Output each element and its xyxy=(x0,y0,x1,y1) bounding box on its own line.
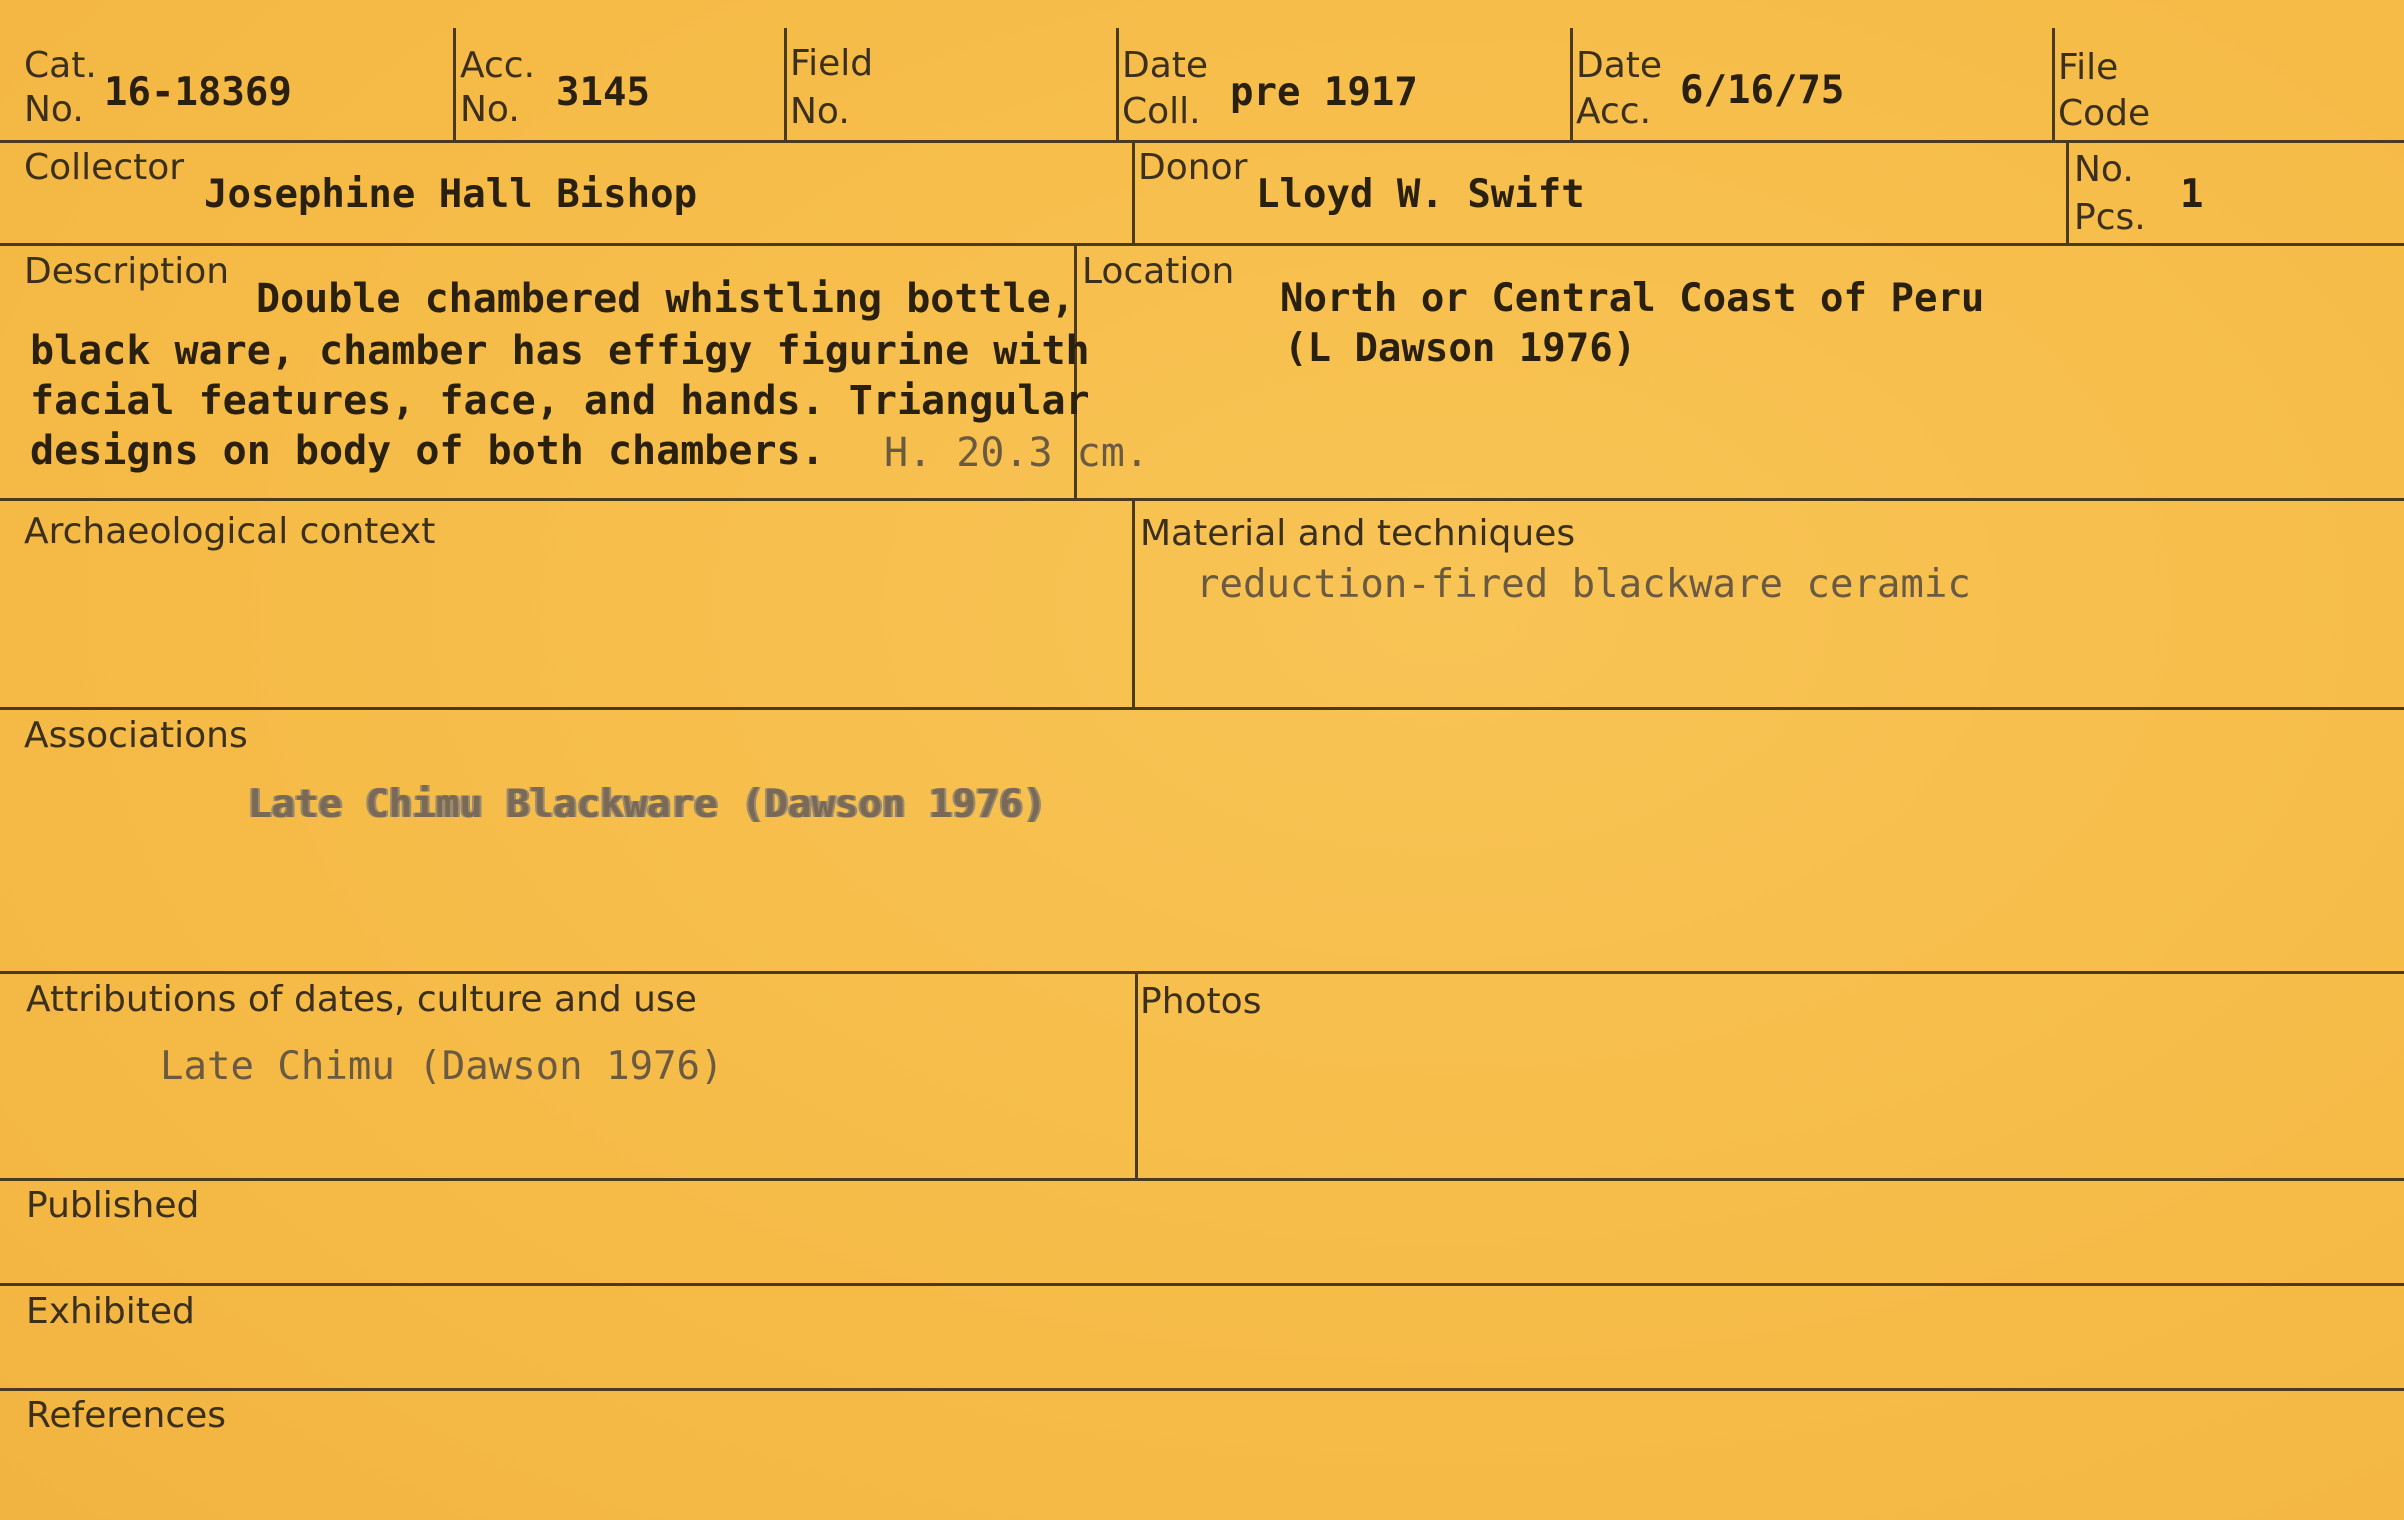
associations-value: Late Chimu Blackware (Dawson 1976) xyxy=(248,782,1047,827)
acc-no-label-bottom: No. xyxy=(460,89,520,130)
date-coll-label-top: Date xyxy=(1122,45,1209,86)
vrule-donor-pcs xyxy=(2066,140,2069,243)
rule-attributions-row xyxy=(0,1178,2404,1181)
location-label: Location xyxy=(1082,251,1235,292)
description-line-3: facial features, face, and hands. Triangular xyxy=(30,378,1090,424)
file-code-label-bottom: Code xyxy=(2058,93,2151,134)
material-value: reduction-fired blackware ceramic xyxy=(1196,562,1971,607)
date-coll-label-bottom: Coll. xyxy=(1122,91,1201,132)
vrule-context-material xyxy=(1132,498,1135,707)
description-line-4: designs on body of both chambers. xyxy=(30,428,825,474)
rule-exhibited-row xyxy=(0,1388,2404,1391)
rule-associations-row xyxy=(0,971,2404,974)
collector-label: Collector xyxy=(24,147,185,188)
vrule-cat-acc xyxy=(453,28,456,140)
date-acc-label-top: Date xyxy=(1576,45,1663,86)
photos-label: Photos xyxy=(1140,981,1262,1022)
date-acc-label-bottom: Acc. xyxy=(1576,91,1652,132)
rule-description-row xyxy=(0,498,2404,501)
associations-label: Associations xyxy=(24,715,248,756)
location-line-1: North or Central Coast of Peru xyxy=(1280,276,1985,321)
collector-value: Josephine Hall Bishop xyxy=(204,172,698,217)
rule-published-row xyxy=(0,1283,2404,1286)
field-no-label-bottom: No. xyxy=(790,91,850,132)
cat-no-label-bottom: No. xyxy=(24,89,84,130)
rule-context-row xyxy=(0,707,2404,710)
vrule-dateacc-file xyxy=(2052,28,2055,140)
vrule-datecoll-dateacc xyxy=(1570,28,1573,140)
vrule-field-datecoll xyxy=(1116,28,1119,140)
acc-no-value: 3145 xyxy=(556,70,650,115)
attributions-value: Late Chimu (Dawson 1976) xyxy=(160,1044,724,1089)
exhibited-label: Exhibited xyxy=(26,1291,195,1332)
donor-label: Donor xyxy=(1138,147,1248,188)
vrule-attrib-photos xyxy=(1135,971,1138,1178)
description-line-1: Double chambered whistling bottle, xyxy=(256,276,1075,322)
cat-no-label-top: Cat. xyxy=(24,45,97,86)
file-code-label-top: File xyxy=(2058,47,2119,88)
description-line-4-measure: H. 20.3 cm. xyxy=(884,430,1149,476)
location-line-2: (L Dawson 1976) xyxy=(1284,326,1637,371)
attributions-label: Attributions of dates, culture and use xyxy=(26,979,697,1020)
rule-top-row xyxy=(0,140,2404,143)
archaeological-context-label: Archaeological context xyxy=(24,511,436,552)
field-no-label-top: Field xyxy=(790,43,874,84)
rule-collector-row xyxy=(0,243,2404,246)
cat-no-value: 16-18369 xyxy=(104,70,292,115)
no-pcs-label-top: No. xyxy=(2074,149,2134,190)
vrule-acc-field xyxy=(784,28,787,140)
date-coll-value: pre 1917 xyxy=(1230,70,1418,115)
description-label: Description xyxy=(24,251,230,292)
date-acc-value: 6/16/75 xyxy=(1680,68,1845,113)
acc-no-label-top: Acc. xyxy=(460,45,536,86)
description-line-2: black ware, chamber has effigy figurine with xyxy=(30,328,1090,374)
published-label: Published xyxy=(26,1185,200,1226)
no-pcs-value: 1 xyxy=(2180,172,2204,217)
references-label: References xyxy=(26,1395,227,1436)
no-pcs-label-bottom: Pcs. xyxy=(2074,197,2146,238)
donor-value: Lloyd W. Swift xyxy=(1256,172,1585,217)
material-label: Material and techniques xyxy=(1140,513,1576,554)
vrule-collector-donor xyxy=(1132,140,1135,243)
